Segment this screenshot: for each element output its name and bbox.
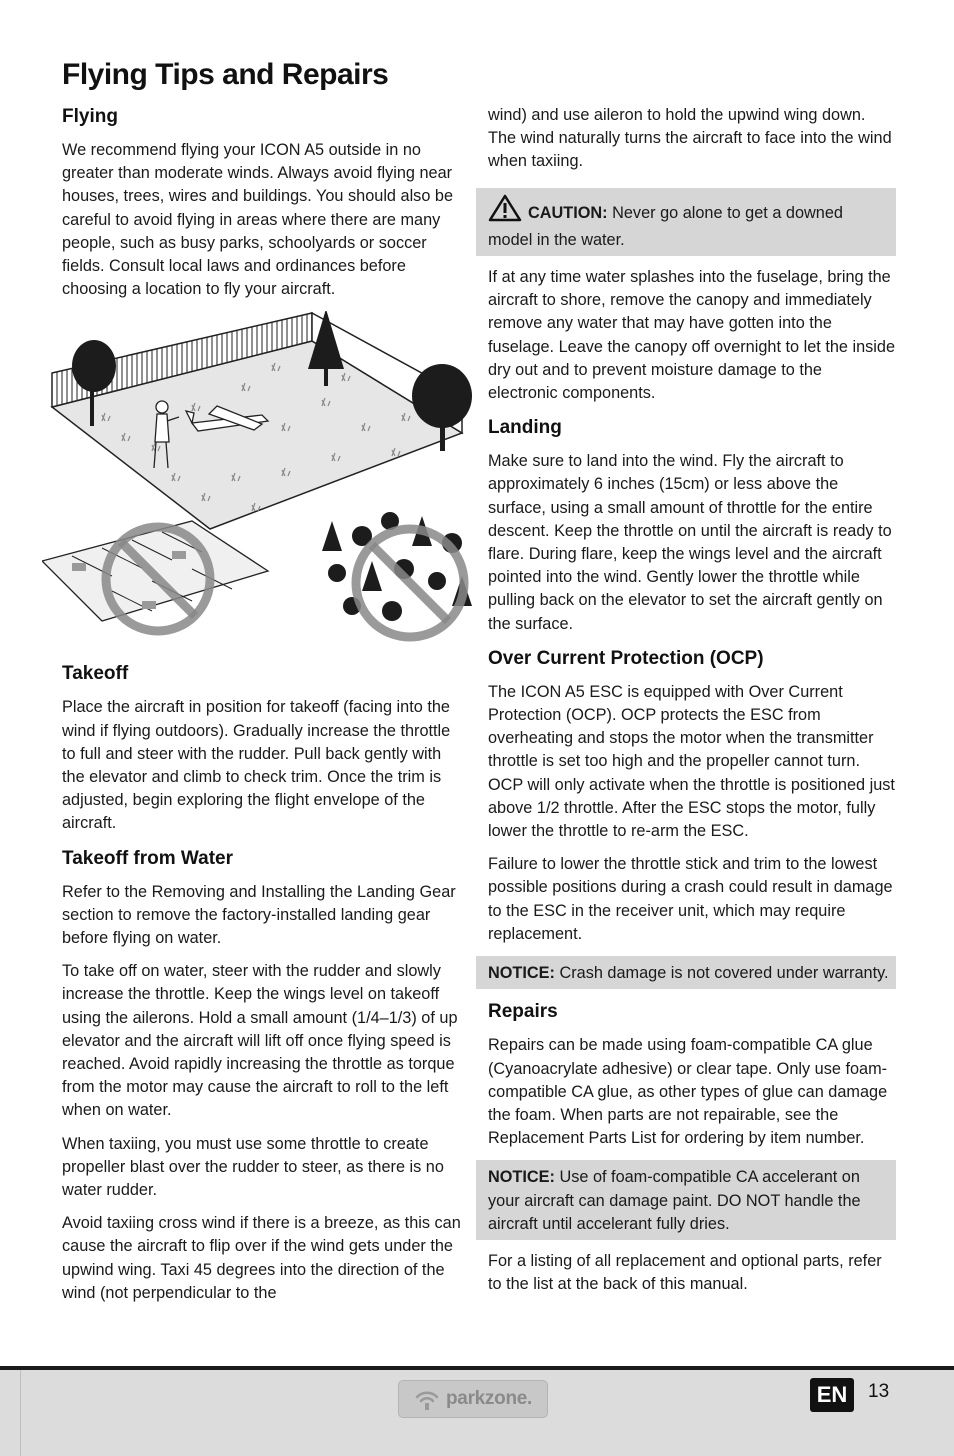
notice-text: Use of foam-compatible CA accelerant on your aircraft can damage paint. DO NOT handle the aircraft until accelerant fully dries. [488,1168,861,1233]
water-paragraph: If at any time water splashes into the fuselage, bring the aircraft to shore, remove the canopy and immediately remove any water that may have gotten into the fuselage. Leave the canopy off overnight to let the inside dry out and to prevent moisture damage to the electronic components. [488,268,896,403]
signal-icon [414,1387,440,1411]
notice-label: NOTICE: [488,1168,555,1187]
repairs-heading: Repairs [488,1001,558,1023]
notice-box-accelerant [476,1160,896,1240]
page-title: Flying Tips and Repairs [62,58,389,91]
page-number: 13 [868,1381,890,1402]
page-footer [0,1366,954,1456]
takeoff-heading: Takeoff [62,663,129,685]
language-badge: EN [810,1378,854,1412]
caution-box [476,188,896,256]
notice-label: NOTICE: [488,964,555,983]
caution-label: CAUTION: [528,203,608,222]
flying-heading: Flying [62,106,118,127]
takeoff-water-paragraph-2: To take off on water, steer with the rudder and slowly increase the throttle. Keep the wings level on takeoff using the ailerons. Hold a small amount (1/4–1/3) of up elevator and the aircraft will lift off once flying speed is reached. Avoid rapidly increasing the throttle as torque from the motor may cause the aircraft to roll to the left when on water. [62,962,458,1120]
left-column [62,104,468,1315]
closing-paragraph: For a listing of all replacement and optional parts, refer to the list at the back of this manual. [488,1251,882,1294]
flying-field-illustration [42,311,472,651]
takeoff-paragraph: Place the aircraft in position for takeoff (facing into the wind if flying outdoors). Gradually increase the throttle to full and steer with the rudder. Pull back gently with the elevator and climb to check trim. Once the trim is adjusted, begin exploring the flight envelope of the aircraft. [62,698,451,833]
continued-paragraph: wind) and use aileron to hold the upwind wing down. The wind naturally turns the aircraft to face into the wind when taxiing. [488,106,892,171]
takeoff-water-paragraph-1: Refer to the Removing and Installing the Landing Gear section to remove the factory-installed landing gear before flying on water. [62,882,456,948]
right-column [488,104,896,1306]
brand-logo [398,1380,548,1418]
repairs-paragraph: Repairs can be made using foam-compatible CA glue (Cyanoacrylate adhesive) or clear tape. Only use foam-compatible CA glue, as other types of glue can damage the foam. When parts are not repairable, see the Replacement Parts List for ordering by item number. [488,1036,888,1148]
ocp-paragraph-1: The ICON A5 ESC is equipped with Over Current Protection (OCP). OCP protects the ESC from overheating and stops the motor when the transmitter throttle is set too high and the propeller cannot turn. OCP will only activate when the throttle is positioned just above 1/2 throttle. After the ESC stops the motor, fully lower the throttle to re-arm the ESC. [488,682,895,841]
takeoff-water-paragraph-3: When taxiing, you must use some throttle to create propeller blast over the rudder to steer, as there is no water rudder. [62,1134,444,1200]
caution-text: Never go alone to get a downed model in the water. [488,203,843,249]
landing-paragraph: Make sure to land into the wind. Fly the aircraft to approximately 6 inches (15cm) or less above the surface, using a small amount of throttle for the entire descent. Keep the throttle on until the aircraft is ready to flare. During flare, keep the wings level and the aircraft pointed into the wind. Gently lower the throttle while pulling back on the elevator to set the aircraft gently on the surface. [488,452,892,633]
flying-paragraph: We recommend flying your ICON A5 outside in no greater than moderate winds. Always avoid flying near houses, trees, wires and buildings. You should also be careful to avoid flying in areas where there are many people, such as busy parks, schoolyards or soccer fields. Consult local laws and ordinances before choosing a location to fly your aircraft. [62,141,454,299]
ocp-heading: Over Current Protection (OCP) [488,647,764,669]
warning-triangle-icon [488,194,522,229]
landing-heading: Landing [488,417,562,439]
notice-text: Crash damage is not covered under warranty. [554,964,889,983]
takeoff-water-paragraph-4: Avoid taxiing cross wind if there is a breeze, as this can cause the aircraft to flip over if the wind gets under the upwind wing. Taxi 45 degrees into the direction of the wind (not perpendicular to the [62,1214,461,1302]
brand-name: parkzone. [446,1388,532,1409]
takeoff-water-heading: Takeoff from Water [62,847,234,869]
ocp-paragraph-2: Failure to lower the throttle stick and trim to the lowest possible positions during a crash could result in damage to the ESC in the receiver unit, which may require replacement. [488,855,893,943]
notice-box-crash [476,956,896,989]
